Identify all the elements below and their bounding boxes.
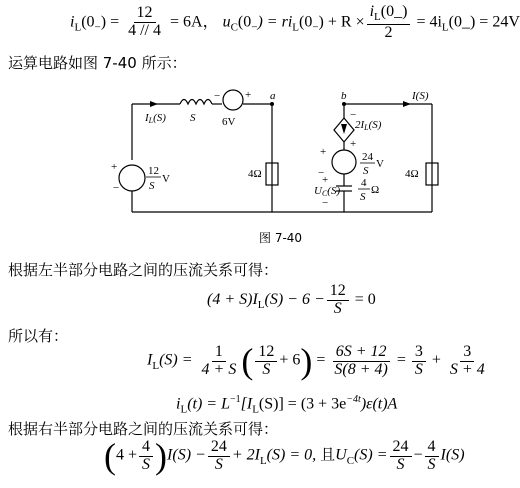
- eq2-plus: +: [427, 351, 445, 369]
- eq-top-tail-sub: L: [441, 21, 449, 34]
- eq4-sub: L: [259, 454, 267, 467]
- so-text: 所以有：: [8, 327, 69, 345]
- eq1-tail: = 0: [350, 290, 376, 308]
- eq2-plus6: + 6: [279, 351, 301, 369]
- label-dep-minus: −: [350, 109, 357, 121]
- label-24-unit: V: [376, 158, 384, 170]
- label-dep-plus: +: [350, 138, 357, 150]
- eq2-f4-den: S: [414, 360, 423, 378]
- eq4-paren-open: (: [104, 436, 116, 476]
- eq-top-il: i: [70, 13, 75, 31]
- eq4-f1-num: 4: [139, 439, 153, 457]
- eq2-f2: [255, 344, 277, 379]
- eq-top-frac-den: 4 // 4: [128, 22, 161, 40]
- arrow-il: [150, 101, 158, 107]
- label-il: IL(S): [145, 112, 166, 125]
- eq-top-frac2-den: 2: [384, 23, 393, 41]
- label-6v-plus: +: [245, 89, 252, 101]
- eq2-f2-den: S: [262, 360, 271, 378]
- eq4-uc: U: [335, 446, 347, 464]
- eq3-sub2: L: [252, 403, 259, 416]
- eq2-f4: [412, 344, 426, 379]
- source-6v-circle: [223, 90, 243, 110]
- left-relation-text: 根据左半部分电路之间的压流关系可得：: [8, 261, 279, 279]
- eq-top-tail-rest: (0_) = 24V: [448, 13, 520, 31]
- eq4-f3: [390, 439, 412, 474]
- label-24-minus: −: [318, 167, 325, 179]
- intro-text: 运算电路如图 7-40 所示：: [8, 54, 187, 72]
- eq2-lhs: I: [147, 351, 153, 369]
- label-24-plus: +: [320, 146, 327, 158]
- eq-right-kvl: [104, 438, 465, 474]
- eq-top-after: = 6A，: [165, 13, 219, 31]
- eq-top-il2-rest: (0: [299, 13, 313, 31]
- eq-il-t: [176, 394, 397, 416]
- eq4-uc-rest: (S) =: [354, 446, 388, 464]
- inductor-coil: [180, 100, 212, 105]
- eq-top-uc: u: [222, 13, 231, 31]
- label-12-den: S: [149, 180, 155, 192]
- label-uc: UC(S): [314, 185, 341, 198]
- eq4-f1-den: S: [142, 455, 151, 473]
- source-24s-circle: [332, 150, 356, 174]
- eq-top-minus3: −: [312, 21, 319, 34]
- label-12-minus: −: [113, 182, 120, 194]
- eq3-sub: L: [180, 403, 188, 416]
- eq-top-uc-sub: C: [230, 21, 238, 34]
- label-12-unit: V: [162, 173, 170, 185]
- eq4-f1: [139, 439, 153, 474]
- eq1-sub: L: [257, 299, 265, 312]
- eq2-f3-num: 6S + 12: [333, 344, 390, 362]
- eq3-bracket: [I: [240, 395, 253, 413]
- eq-top-frac2-rest: (0_): [380, 3, 408, 20]
- eq2-f3: [331, 344, 390, 379]
- eq4-f2-den: S: [214, 455, 223, 473]
- eq4-four: 4 +: [116, 446, 138, 464]
- eq2-f5-num: 3: [460, 344, 474, 362]
- eq2-rest: (S) =: [159, 351, 193, 369]
- eq2-f3-den: S(8 + 4): [334, 360, 388, 378]
- eq-top-frac-num: 12: [134, 5, 156, 23]
- eq-top-tail: = 4i: [412, 13, 442, 31]
- eq-top-frac2-sub: L: [374, 11, 381, 24]
- eq3-rest: (S)] = (3 + 3e: [258, 395, 347, 413]
- eq4-minus: −: [413, 446, 423, 464]
- label-cap-num: 4: [361, 177, 367, 189]
- node-b-dot: [342, 102, 346, 106]
- eq4-rest: (S) = 0,: [266, 446, 317, 464]
- eq1-lhs: (4 + S)I: [207, 290, 258, 308]
- eq-top-uc-mid: ) = ri: [257, 13, 293, 31]
- eq1-frac: [327, 283, 349, 318]
- eq-top-close: ): [100, 13, 107, 31]
- label-res-right: 4Ω: [405, 168, 419, 180]
- arrow-dep-source: [341, 124, 347, 134]
- eq-il-s: [147, 343, 490, 379]
- eq-top-il-sub: L: [74, 21, 82, 34]
- eq2-eq2: =: [392, 351, 410, 369]
- eq2-paren-open: (: [241, 341, 254, 381]
- eq-top-uc-rest: (0: [237, 13, 252, 31]
- eq4-and: 且: [320, 445, 336, 464]
- eq3-lhs: i: [176, 395, 181, 413]
- eq2-eq1: =: [312, 351, 330, 369]
- eq2-f1: [199, 344, 240, 379]
- label-cap-den: S: [360, 191, 366, 203]
- eq3-tail: )ε(t)A: [360, 395, 398, 413]
- eq-top-arg: (0: [81, 13, 95, 31]
- circuit-diagram: [0, 0, 489, 240]
- label-6v-minus: −: [214, 90, 221, 102]
- eq-top-il2-sub: L: [292, 21, 299, 34]
- arrow-is: [403, 101, 411, 107]
- label-cap-unit: Ω: [371, 184, 380, 196]
- eq4-f3-num: 24: [390, 439, 412, 457]
- eq2-f1-num: 1: [212, 344, 226, 362]
- eq1-frac-den: S: [333, 299, 342, 317]
- label-12-num: 12: [148, 165, 159, 177]
- eq1-frac-num: 12: [327, 283, 349, 301]
- eq2-f5: [447, 344, 488, 379]
- eq4-f3-den: S: [396, 455, 405, 473]
- label-12-plus: +: [111, 161, 118, 173]
- eq4-f2: [208, 439, 230, 474]
- eq-top-r: ) + R ×: [318, 13, 365, 31]
- label-res-left: 4Ω: [248, 168, 262, 180]
- eq-top-minus: −: [94, 21, 101, 34]
- eq-top-minus2: −: [251, 21, 258, 34]
- label-node-b: b: [341, 90, 347, 102]
- eq4-mid: I(S) −: [167, 446, 206, 464]
- eq2-paren-close: ): [300, 341, 313, 381]
- label-node-a: a: [270, 90, 276, 102]
- node-a-dot: [270, 102, 274, 106]
- eq2-f5-den: S + 4: [449, 360, 485, 378]
- eq4-paren-close: ): [155, 436, 168, 476]
- label-is: I(S): [412, 90, 429, 102]
- right-relation-text: 根据右半部分电路之间的压流关系可得：: [8, 420, 279, 438]
- label-uc-plus: +: [322, 174, 329, 186]
- eq2-f4-num: 3: [412, 344, 426, 362]
- eq1-rest: (S) − 6 −: [264, 290, 325, 308]
- eq-top-eq: =: [106, 13, 124, 31]
- eq3-sup: −1: [229, 394, 241, 405]
- eq4-f4-den: S: [427, 455, 436, 473]
- label-inductor: S: [190, 112, 196, 124]
- eq4-tail: I(S): [440, 446, 465, 464]
- eq4-f2-num: 24: [208, 439, 230, 457]
- label-24-den: S: [363, 165, 369, 177]
- label-24-num: 24: [362, 151, 373, 163]
- label-dep-source: 2IL(S): [355, 119, 382, 132]
- eq4-f4-num: 4: [425, 439, 439, 457]
- eq2-f1-den: 4 + S: [201, 360, 237, 378]
- eq4-f4: [425, 439, 439, 474]
- eq-left-kvl: [207, 283, 376, 318]
- eq2-sub: L: [152, 359, 160, 372]
- eq-top-frac2-i: i: [369, 3, 375, 20]
- label-uc-minus: −: [322, 197, 329, 209]
- figure-caption: 图 7-40: [259, 231, 303, 245]
- label-6v: 6V: [222, 116, 236, 128]
- eq3-sup2: −4t: [346, 394, 361, 405]
- source-12s-circle: [119, 165, 145, 191]
- eq4-plus2: + 2I: [231, 446, 260, 464]
- eq4-uc-sub: C: [346, 454, 355, 467]
- eq3-mid: (t) = L: [187, 395, 230, 413]
- eq2-f2-num: 12: [255, 344, 277, 362]
